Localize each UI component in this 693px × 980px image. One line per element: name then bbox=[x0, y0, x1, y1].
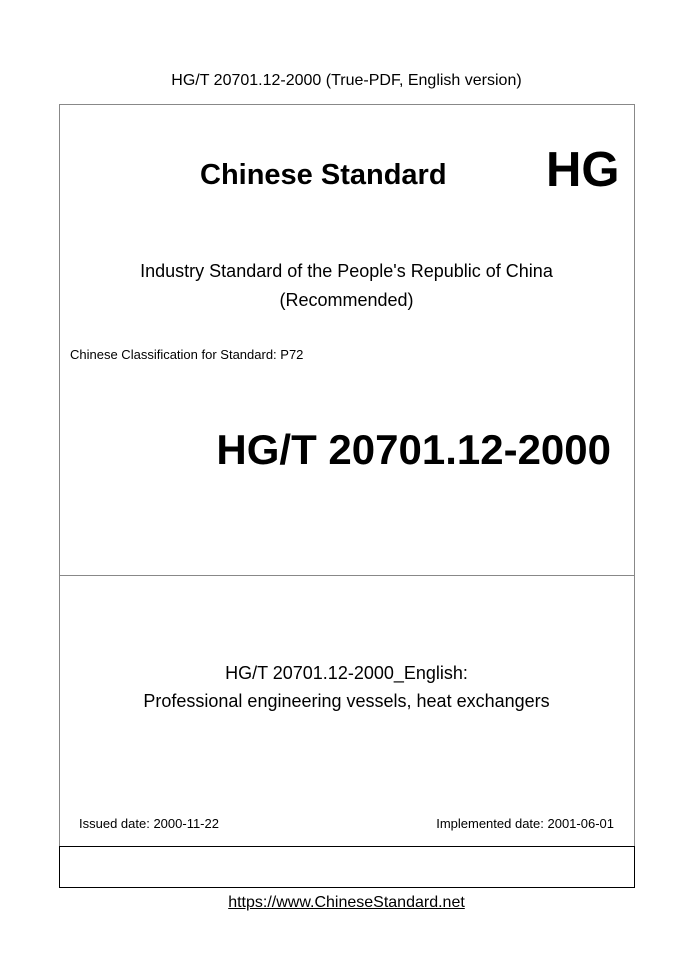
cover-bottom-panel bbox=[59, 846, 635, 888]
running-header: HG/T 20701.12-2000 (True-PDF, English version) bbox=[171, 72, 522, 89]
implemented-date: Implemented date: 2001-06-01 bbox=[436, 816, 614, 831]
classification-label: Chinese Classification for Standard: P72 bbox=[70, 347, 304, 362]
issued-date: Issued date: 2000-11-22 bbox=[79, 816, 219, 831]
brand-title: Chinese Standard bbox=[200, 159, 447, 191]
footer bbox=[0, 892, 693, 914]
recommended-label: (Recommended) bbox=[279, 290, 414, 310]
hg-mark: HG bbox=[546, 143, 620, 197]
document-subtitle: Professional engineering vessels, heat exchangers bbox=[143, 691, 550, 711]
standard-code: HG/T 20701.12-2000 bbox=[216, 426, 611, 473]
document-title: HG/T 20701.12-2000_English: bbox=[225, 663, 468, 683]
industry-standard-line: Industry Standard of the People's Republic of China bbox=[140, 261, 553, 281]
website-link[interactable]: https://www.ChineseStandard.net bbox=[228, 894, 465, 911]
